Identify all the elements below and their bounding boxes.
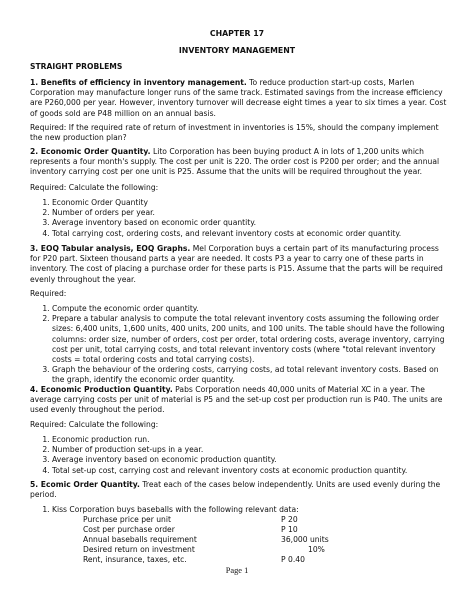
chapter-number: CHAPTER 17: [209, 29, 265, 38]
section-heading: STRAIGHT PROBLEMS: [30, 62, 123, 71]
row-value: 10%: [308, 545, 325, 554]
problem-1-required: Required: If the required rate of return of investment in inventories is 15%, should the company implement the new production plan?: [30, 123, 439, 143]
problem-4-list: [30, 435, 450, 476]
table-row: [83, 515, 383, 525]
problem-3-text: Mel Corporation buys a certain part of its manufacturing process for P20 part. Sixteen thousand parts a year are needed. It costs P3 a year to carry one of these parts in inventory. The cost of placing a purchase order for these parts is P15. Assume that the parts will be required evenly throughout the year.: [30, 244, 443, 284]
problem-5-list: [30, 505, 450, 515]
list-item: 3. Average inventory based on economic production quantity.: [52, 455, 450, 465]
problem-3: [30, 244, 450, 285]
list-item: 4. Total carrying cost, ordering costs, and relevant inventory costs at economic order quantity.: [52, 229, 450, 239]
list-item: 3. Graph the behaviour of the ordering costs, carrying costs, ad total relevant inventory costs. Based on the graph, identify the economic order quantity.: [52, 365, 450, 385]
problem-1-text: To reduce production start-up costs, Marlen Corporation may manufacture longer runs of the same track. Estimated savings from the increase efficiency are P260,000 per year. However, inventory turnover will decrease eight times a year to six times a year. Cost of goods sold are P48 million on an annual basis.: [30, 78, 447, 118]
problem-2-heading: 2. Economic Order Quantity.: [30, 147, 151, 156]
problem-1-heading: 1. Benefits of efficiency in inventory management.: [30, 78, 247, 87]
row-value: P 0.40: [281, 555, 305, 564]
list-item: 4. Total set-up cost, carrying cost and relevant inventory costs at economic production quantity.: [52, 466, 450, 476]
row-value: P 20: [281, 515, 298, 524]
table-row: [83, 535, 383, 545]
table-row: [83, 545, 383, 555]
data-table: [83, 515, 383, 565]
problem-4-required: Required: Calculate the following:: [30, 420, 159, 429]
table-row: [83, 525, 383, 535]
list-item: 1. Economic production run.: [52, 435, 450, 445]
problem-2-text: Lito Corporation has been buying product A in lots of 1,200 units which represents a four month's supply. The cost per unit is 220. The order cost is P200 per order; and the annual inventory carrying cost per one unit is P25. Assume that the units will be required throughout the year.: [30, 147, 440, 177]
list-item: 2. Number of orders per year.: [52, 208, 450, 218]
list-item: 2. Prepare a tabular analysis to compute the total relevant inventory costs assuming the following order sizes: 6,400 units, 1,600 units, 400 units, 200 units, and 100 units. The table should have the following columns: order size, number of orders, cost per order, total ordering costs, average inventory, carrying cost per unit, total carrying costs, and total relevant inventory costs (where "total relevant inventory costs = total ordering costs and total carrying costs).: [52, 314, 450, 365]
row-value: P 10: [281, 525, 298, 534]
row-label: Purchase price per unit: [83, 515, 171, 524]
row-label: Annual baseballs requirement: [83, 535, 197, 544]
problem-5-heading: 5. Ecomic Order Quantity.: [30, 480, 140, 489]
row-label: Rent, insurance, taxes, etc.: [83, 555, 187, 564]
problem-1: [30, 78, 450, 119]
problem-2-list: [30, 198, 450, 239]
problem-4: [30, 385, 450, 416]
chapter-title: INVENTORY MANAGEMENT: [178, 46, 296, 55]
list-item: 3. Average inventory based on economic order quantity.: [52, 218, 450, 228]
list-item: 1. Kiss Corporation buys baseballs with the following relevant data:: [52, 505, 450, 515]
problem-3-list: [30, 304, 450, 386]
page-number: Page 1: [225, 566, 249, 575]
list-item: 1. Compute the economic order quantity.: [52, 304, 450, 314]
problem-4-heading: 4. Economic Production Quantity.: [30, 385, 173, 394]
row-label: Cost per purchase order: [83, 525, 175, 534]
problem-4-text: Pabs Corporation needs 40,000 units of Material XC in a year. The average carrying costs per unit of material is P5 and the set-up cost per production run is P40. The units are used evenly throughout the period.: [30, 385, 443, 415]
problem-3-required: Required:: [30, 289, 67, 298]
problem-5-text: Treat each of the cases below independently. Units are used evenly during the period.: [30, 480, 441, 500]
row-value: 36,000 units: [281, 535, 329, 544]
problem-5: [30, 480, 450, 500]
problem-3-heading: 3. EOQ Tabular analysis, EOQ Graphs.: [30, 244, 191, 253]
list-item: 1. Economic Order Quantity: [52, 198, 450, 208]
problem-2-required: Required: Calculate the following:: [30, 183, 159, 192]
list-item: 2. Number of production set-ups in a year.: [52, 445, 450, 455]
row-label: Desired return on investment: [83, 545, 195, 554]
problem-2: [30, 147, 450, 178]
table-row: [83, 555, 383, 565]
